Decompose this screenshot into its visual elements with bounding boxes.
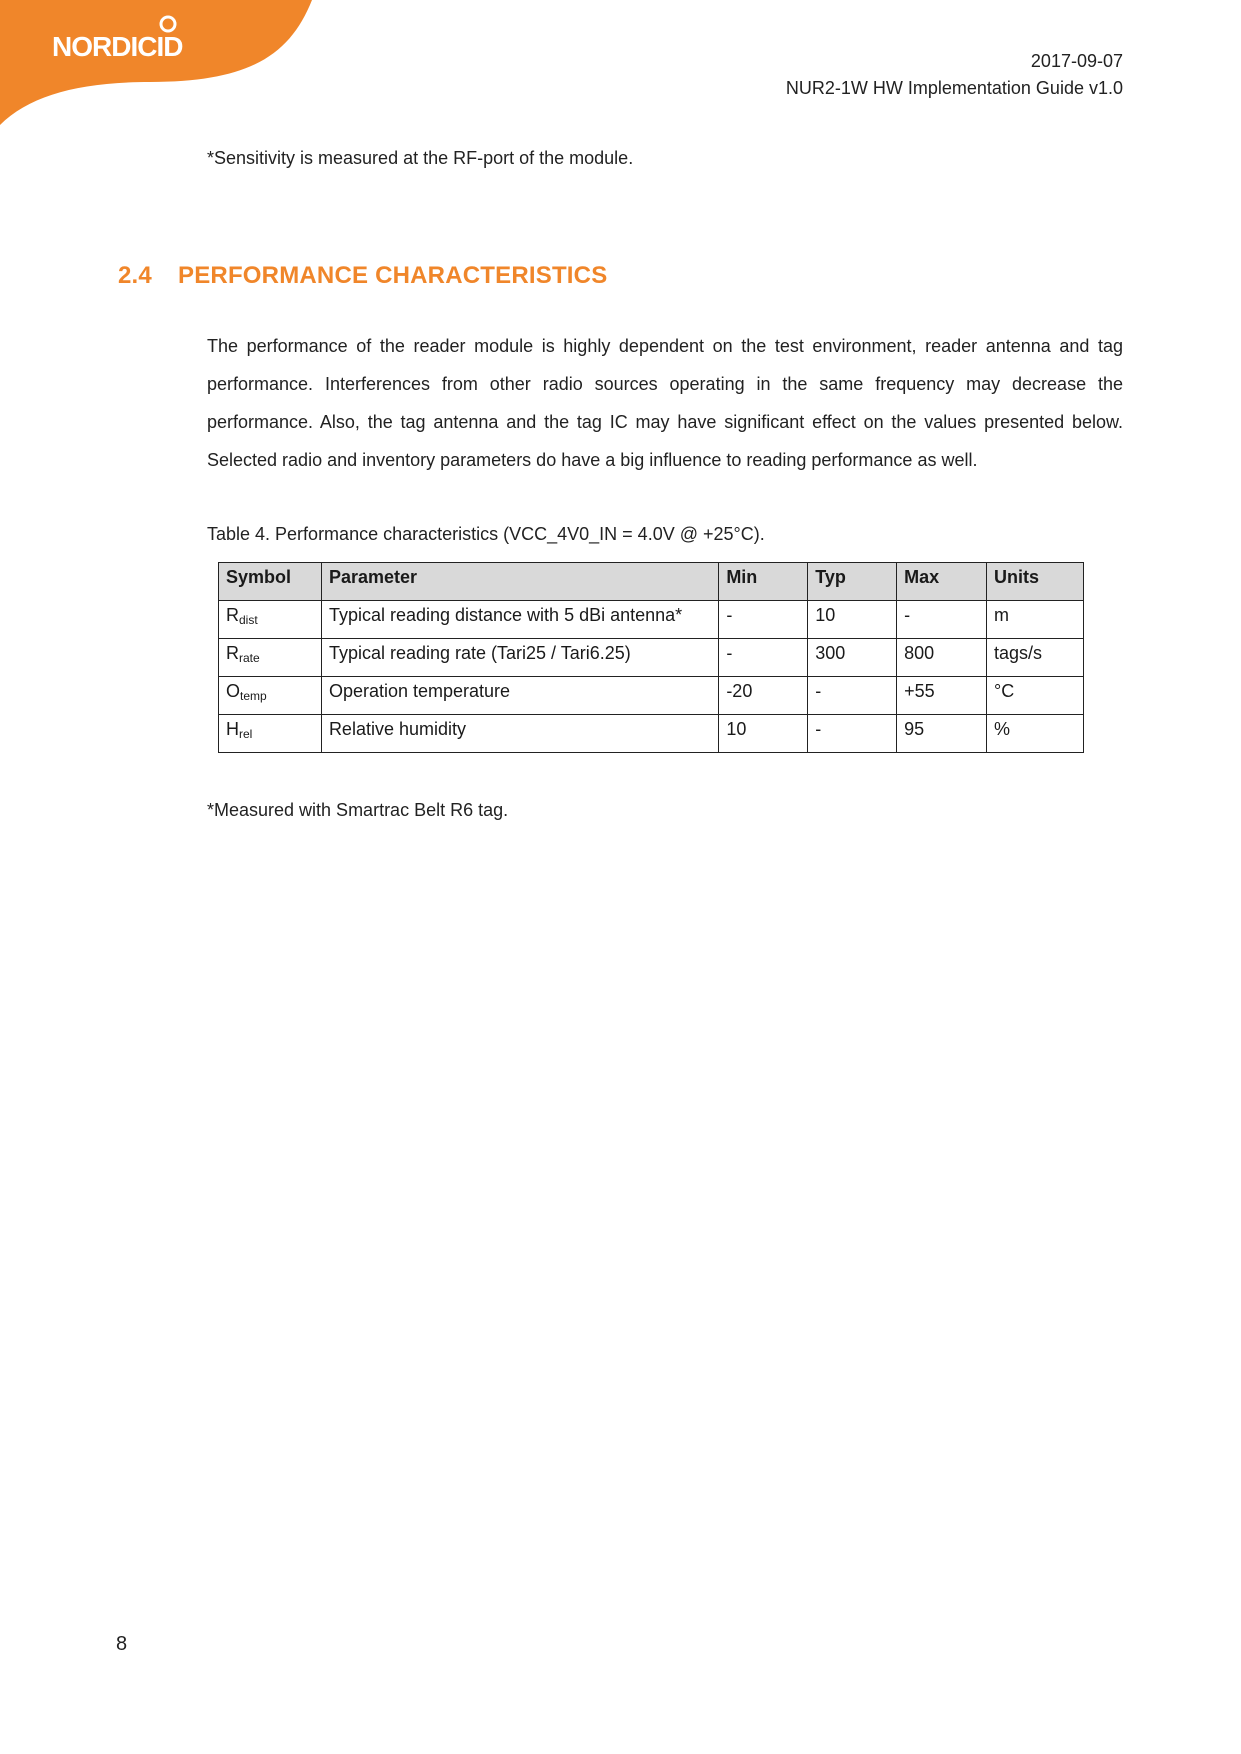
table-header-row	[219, 563, 1084, 601]
section-heading	[118, 262, 607, 290]
table-row	[219, 639, 1084, 677]
header-min: Min	[719, 563, 808, 601]
cell-units: %	[987, 715, 1084, 753]
nordicid-logo	[0, 0, 320, 130]
cell-parameter: Typical reading rate (Tari25 / Tari6.25)	[321, 639, 718, 677]
cell-symbol: Rrate	[219, 639, 322, 677]
cell-units: m	[987, 601, 1084, 639]
header-doc-title: NUR2-1W HW Implementation Guide v1.0	[785, 78, 1123, 98]
section-title: PERFORMANCE CHARACTERISTICS	[178, 262, 608, 289]
header-max: Max	[897, 563, 987, 601]
table-row	[219, 677, 1084, 715]
section-number: 2.4	[118, 262, 152, 289]
cell-max: -	[897, 601, 987, 639]
cell-max: 95	[897, 715, 987, 753]
table-caption: Table 4. Performance characteristics (VCC_4V0_IN = 4.0V @ +25°C).	[207, 524, 765, 544]
cell-max: 800	[897, 639, 987, 677]
body-paragraph: The performance of the reader module is highly dependent on the test environment, reader antenna and tag performance. Interferences from other radio sources operating in the same frequency may decrease the performance. Also, the tag antenna and the tag IC may have significant effect on the values presented below. Selected radio and inventory parameters do have a big influence to reading performance as well.	[207, 336, 1123, 470]
cell-min: -20	[719, 677, 808, 715]
cell-units: °C	[987, 677, 1084, 715]
header-typ: Typ	[808, 563, 897, 601]
page-header	[786, 48, 1123, 102]
header-parameter: Parameter	[321, 563, 718, 601]
logo-swoosh-icon	[0, 0, 320, 130]
header-date: 2017-09-07	[1030, 51, 1123, 71]
header-symbol: Symbol	[219, 563, 322, 601]
page-number: 8	[116, 1633, 128, 1655]
table-row	[219, 715, 1084, 753]
cell-typ: 10	[808, 601, 897, 639]
cell-max: +55	[897, 677, 987, 715]
cell-typ: -	[808, 677, 897, 715]
table-row	[219, 601, 1084, 639]
cell-parameter: Operation temperature	[321, 677, 718, 715]
cell-parameter: Typical reading distance with 5 dBi antenna*	[321, 601, 718, 639]
cell-symbol: Otemp	[219, 677, 322, 715]
cell-min: -	[719, 639, 808, 677]
cell-parameter: Relative humidity	[321, 715, 718, 753]
measurement-note: *Measured with Smartrac Belt R6 tag.	[207, 800, 509, 820]
cell-typ: -	[808, 715, 897, 753]
cell-min: 10	[719, 715, 808, 753]
cell-typ: 300	[808, 639, 897, 677]
cell-symbol: Rdist	[219, 601, 322, 639]
logo-text: NORDICID	[52, 31, 183, 62]
cell-symbol: Hrel	[219, 715, 322, 753]
cell-min: -	[719, 601, 808, 639]
sensitivity-note: *Sensitivity is measured at the RF-port of the module.	[207, 148, 634, 168]
performance-table	[218, 562, 1084, 753]
cell-units: tags/s	[987, 639, 1084, 677]
header-units: Units	[987, 563, 1084, 601]
